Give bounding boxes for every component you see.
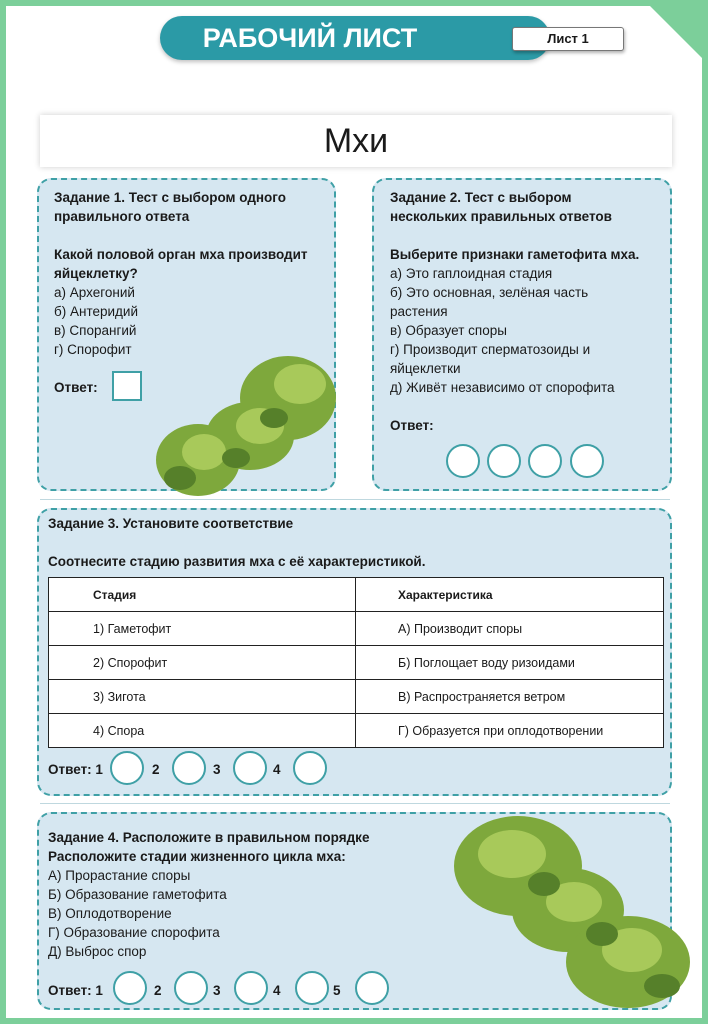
task2-options bbox=[390, 264, 615, 397]
task4-answer-circle-2[interactable] bbox=[174, 971, 208, 1005]
characteristic-cell: Б) Поглощает воду ризоидами bbox=[356, 646, 664, 680]
task4-option-d: Г) Образование спорофита bbox=[48, 925, 220, 940]
task4-option-b: Б) Образование гаметофита bbox=[48, 887, 227, 902]
task2-heading-line2: нескольких правильных ответов bbox=[390, 209, 612, 224]
task3-answer-circle-3[interactable] bbox=[233, 751, 267, 785]
stage-cell: 1) Гаметофит bbox=[49, 612, 356, 646]
characteristic-cell: В) Распространяется ветром bbox=[356, 680, 664, 714]
task2-option-b: б) Это основная, зелёная часть bbox=[390, 285, 589, 300]
task1-answer-label: Ответ: bbox=[54, 380, 98, 395]
table-row bbox=[49, 646, 664, 680]
task2-answer-circle-2[interactable] bbox=[487, 444, 521, 478]
task4-answer-circle-4[interactable] bbox=[295, 971, 329, 1005]
task2-option-b-cont: растения bbox=[390, 304, 448, 319]
sheet-number-tab: Лист 1 bbox=[512, 27, 624, 51]
stage-cell: 3) Зигота bbox=[49, 680, 356, 714]
table-header-row bbox=[49, 578, 664, 612]
task1-heading-line2: правильного ответа bbox=[54, 209, 190, 224]
task3-answer-circle-1[interactable] bbox=[110, 751, 144, 785]
stage-cell: 4) Спора bbox=[49, 714, 356, 748]
task3-answer-label: Ответ: 1 bbox=[48, 762, 103, 777]
task4-num-2: 2 bbox=[154, 983, 162, 998]
task3-heading: Задание 3. Установите соответствие bbox=[48, 516, 294, 531]
topic-title: Мхи bbox=[40, 115, 672, 167]
characteristic-cell: Г) Образуется при оплодотворении bbox=[356, 714, 664, 748]
task4-answer-label: Ответ: 1 bbox=[48, 983, 103, 998]
task2-answer-label: Ответ: bbox=[390, 418, 434, 433]
task4-num-3: 3 bbox=[213, 983, 221, 998]
page-corner-fold bbox=[650, 6, 702, 58]
header-title: РАБОЧИЙ ЛИСТ bbox=[202, 23, 418, 53]
task1-option-a: а) Архегоний bbox=[54, 285, 135, 300]
task2-heading bbox=[390, 188, 612, 226]
task1-question bbox=[54, 245, 308, 283]
task2-option-c: в) Образует споры bbox=[390, 323, 507, 338]
task1-question-line2: яйцеклетку? bbox=[54, 266, 138, 281]
task3-answer-circle-4[interactable] bbox=[293, 751, 327, 785]
task4-num-5: 5 bbox=[333, 983, 341, 998]
task2-answer-circle-4[interactable] bbox=[570, 444, 604, 478]
task1-option-b: б) Антеридий bbox=[54, 304, 138, 319]
task2-option-d-cont: яйцеклетки bbox=[390, 361, 461, 376]
moss-illustration-icon bbox=[150, 348, 342, 508]
task4-num-4: 4 bbox=[273, 983, 281, 998]
task3-num-4: 4 bbox=[273, 762, 281, 777]
header-banner bbox=[160, 16, 550, 60]
task4-options bbox=[48, 866, 227, 961]
section-divider bbox=[40, 499, 670, 500]
task4-option-c: В) Оплодотворение bbox=[48, 906, 172, 921]
task1-heading bbox=[54, 188, 286, 226]
characteristic-cell: А) Производит споры bbox=[356, 612, 664, 646]
task1-options bbox=[54, 283, 138, 359]
task3-answer-circle-2[interactable] bbox=[172, 751, 206, 785]
column-header-stage: Стадия bbox=[49, 578, 356, 612]
stage-cell: 2) Спорофит bbox=[49, 646, 356, 680]
matching-table bbox=[48, 577, 664, 748]
task3-instruction: Соотнесите стадию развития мха с её характеристикой. bbox=[48, 554, 426, 569]
task4-answer-circle-5[interactable] bbox=[355, 971, 389, 1005]
section-divider bbox=[40, 803, 670, 804]
task3-num-2: 2 bbox=[152, 762, 160, 777]
column-header-characteristic: Характеристика bbox=[356, 578, 664, 612]
task1-option-d: г) Спорофит bbox=[54, 342, 132, 357]
task1-option-c: в) Спорангий bbox=[54, 323, 137, 338]
task4-option-a: А) Прорастание споры bbox=[48, 868, 191, 883]
table-row bbox=[49, 714, 664, 748]
task4-answer-circle-1[interactable] bbox=[113, 971, 147, 1005]
task2-heading-line1: Задание 2. Тест с выбором bbox=[390, 190, 572, 205]
task1-heading-line1: Задание 1. Тест с выбором одного bbox=[54, 190, 286, 205]
task2-question: Выберите признаки гаметофита мха. bbox=[390, 247, 640, 262]
table-row bbox=[49, 612, 664, 646]
table-row bbox=[49, 680, 664, 714]
task1-answer-box[interactable] bbox=[112, 371, 142, 401]
task2-option-d: г) Производит сперматозоиды и bbox=[390, 342, 591, 357]
task1-question-line1: Какой половой орган мха производит bbox=[54, 247, 308, 262]
task2-answer-circle-1[interactable] bbox=[446, 444, 480, 478]
task4-heading: Задание 4. Расположите в правильном порядке bbox=[48, 830, 370, 845]
task4-option-e: Д) Выброс спор bbox=[48, 944, 147, 959]
task3-num-3: 3 bbox=[213, 762, 221, 777]
moss-illustration-icon bbox=[448, 810, 700, 1018]
task2-option-a: а) Это гаплоидная стадия bbox=[390, 266, 553, 281]
task2-answer-circle-3[interactable] bbox=[528, 444, 562, 478]
task2-option-e: д) Живёт независимо от спорофита bbox=[390, 380, 615, 395]
task4-instruction: Расположите стадии жизненного цикла мха: bbox=[48, 849, 346, 864]
task4-answer-circle-3[interactable] bbox=[234, 971, 268, 1005]
